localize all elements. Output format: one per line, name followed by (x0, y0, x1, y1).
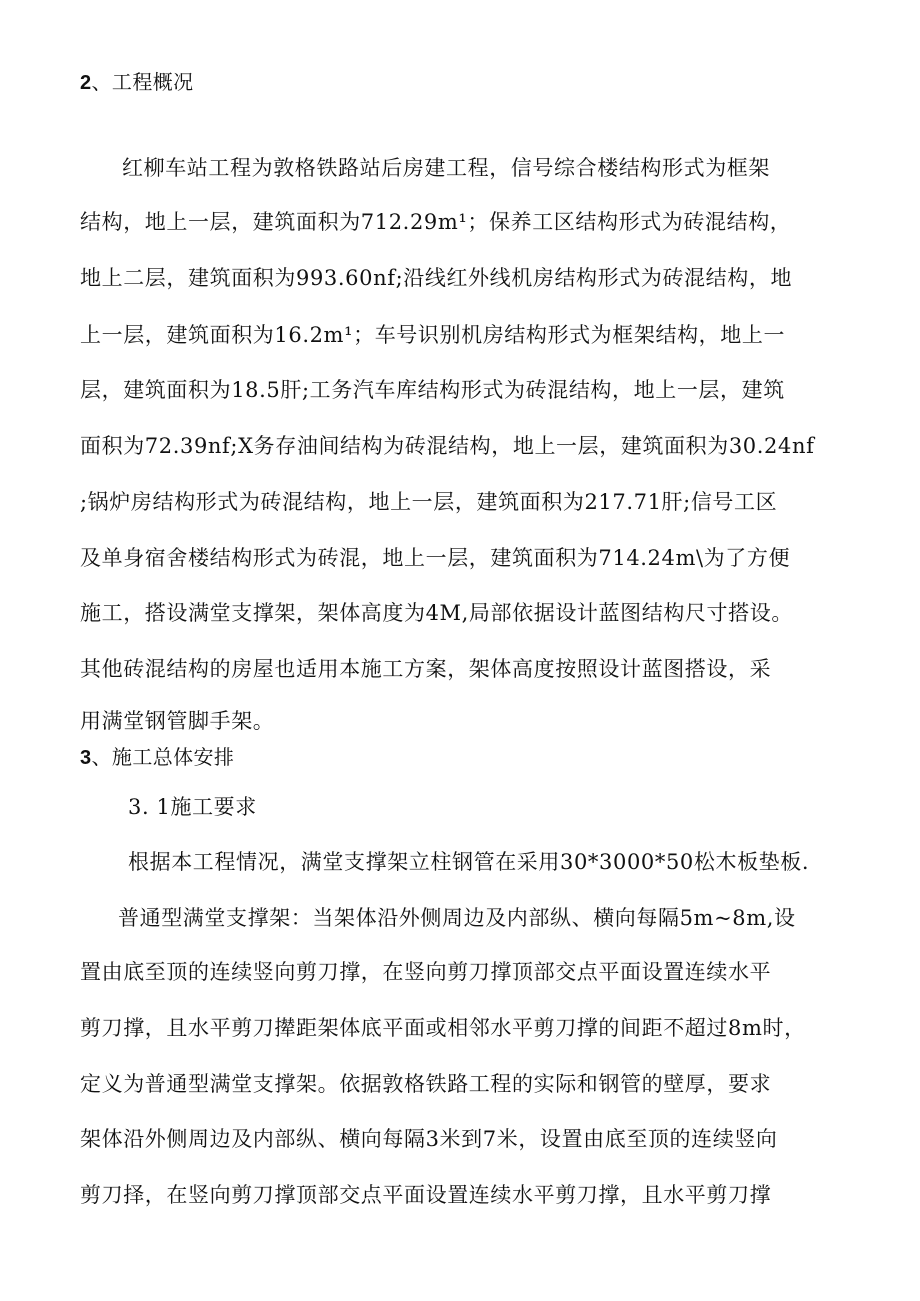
text-line: 上一层，建筑面积为16.2m¹；车号识别机房结构形式为框架结构，地上一 (80, 323, 786, 347)
text-line: 及单身宿舍楼结构形式为砖混，地上一层，建筑面积为714.24m\为了方便 (80, 546, 791, 570)
text-line: 面积为72.39nf;X务存油间结构为砖混结构，地上一层，建筑面积为30.24nf (80, 434, 815, 458)
text-line: 剪刀择，在竖向剪刀撑顶部交点平面设置连续水平剪刀撑，且水平剪刀撑 (80, 1183, 772, 1207)
text-line: 结构，地上一层，建筑面积为712.29m¹；保养工区结构形式为砖混结构， (80, 210, 792, 234)
text-line: 其他砖混结构的房屋也适用本施工方案，架体高度按照设计蓝图搭设，采 (80, 657, 772, 681)
subsection-heading-3-1: 3. 1施工要求 (128, 795, 257, 819)
section-number: 2 (80, 72, 92, 94)
section-heading-2 (80, 67, 194, 98)
text-line: 剪刀撑，且水平剪刀撵距架体底平面或相邻水平剪刀撑的间距不超过8m时， (80, 1016, 806, 1040)
text-line: 用满堂钢管脚手架。 (80, 709, 275, 733)
section-heading-3 (80, 742, 234, 773)
text-line: 置由底至顶的连续竖向剪刀撑，在竖向剪刀撑顶部交点平面设置连续水平 (80, 960, 772, 984)
text-line: 地上二层，建筑面积为993.60nf;沿线红外线机房结构形式为砖混结构，地 (80, 266, 793, 290)
text-line: 施工，搭设满堂支撑架，架体高度为4M,局部依据设计蓝图结构尺寸搭设。 (80, 601, 793, 625)
section-title: 、工程概况 (91, 70, 194, 94)
text-line: 红柳车站工程为敦格铁路站后房建工程，信号综合楼结构形式为框架 (122, 156, 770, 180)
section-number: 3 (80, 747, 92, 769)
paragraph-construction-requirement: 根据本工程情况，满堂支撑架立柱钢管在采用30*3000*50松木板垫板. (128, 850, 810, 874)
section-title: 、施工总体安排 (91, 745, 235, 769)
text-line: 定义为普通型满堂支撑架。依据敦格铁路工程的实际和钢管的壁厚，要求 (80, 1072, 772, 1096)
text-line: 层，建筑面积为18.5肝;工务汽车库结构形式为砖混结构，地上一层，建筑 (80, 378, 785, 402)
text-line: 普通型满堂支撑架：当架体沿外侧周边及内部纵、横向每隔5m~8m,设 (118, 906, 796, 930)
text-line: ;锅炉房结构形式为砖混结构，地上一层，建筑面积为217.71肝;信号工区 (80, 490, 778, 514)
text-line: 架体沿外侧周边及内部纵、横向每隔3米到7米，设置由底至顶的连续竖向 (80, 1127, 778, 1151)
